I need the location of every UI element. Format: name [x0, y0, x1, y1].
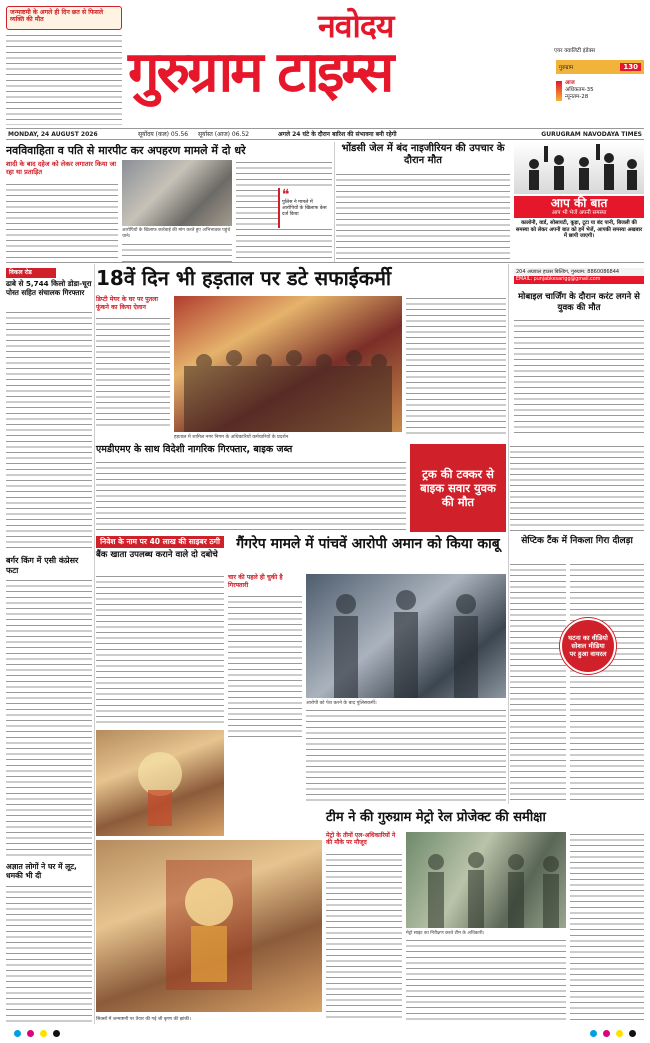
story8-caption: आरोपी को पेश करने के बाद पुलिसकर्मी।	[306, 701, 377, 706]
story1-photo	[122, 160, 232, 226]
sidebar-title: आप की बात	[550, 196, 608, 210]
crowd-photo	[174, 296, 402, 432]
brand-text: GURUGRAM NAVODAYA TIMES	[541, 130, 642, 138]
story9-caption: सिक्सों में जन्माष्टमी पर तैयार की गई श्री कृष्ण की झांकी।	[96, 1017, 191, 1022]
date-text: MONDAY, 24 AUGUST 2026	[8, 130, 98, 138]
story9-photo	[96, 730, 224, 836]
top-promo-text	[6, 33, 122, 125]
quote-icon: ❝	[282, 187, 290, 203]
story1-text	[6, 182, 118, 260]
column-rule-3	[334, 142, 335, 262]
lead-subhead: डिप्टी मेयर के घर पर पुतला फूंकने का किया ऐलान	[96, 296, 158, 311]
column-rule-1	[94, 264, 95, 1024]
story10-text-c	[570, 832, 644, 1022]
story7-box[interactable]	[410, 444, 506, 532]
crowd-illustration	[514, 142, 644, 194]
sidebar-email[interactable]: EMAIL: punjabkesarigg@gmail.com	[514, 276, 644, 284]
section-rule	[6, 262, 644, 263]
story2-text	[336, 172, 510, 260]
deity-photo	[96, 840, 322, 1012]
police-photo	[306, 574, 506, 698]
story9-headline[interactable]: बैंक खाता उपलब्ध कराने वाले दो दबोचे	[96, 550, 218, 560]
story10-photo	[406, 832, 566, 928]
lead-caption: हड़ताल में शामिल नगर निगम के अधिकारियों कर्मचारियों के प्रदर्शन	[174, 435, 289, 440]
story5-text	[6, 884, 92, 1022]
thermometer-icon	[556, 81, 562, 101]
story5-headline[interactable]: अज्ञात लोगों ने घर में लूट, धमकी भी दी	[6, 862, 77, 880]
top-promo-headline: जन्माष्टमी के अगले ही दिन छत से फिसले व्यक्ति की मौत	[10, 9, 104, 23]
story3-text	[6, 310, 92, 550]
print-marks-right	[590, 1030, 636, 1037]
sidebar-illustration	[514, 142, 644, 194]
story8-text-b	[306, 708, 506, 802]
story3-label: विकल रोड	[6, 268, 56, 278]
story7-text	[510, 444, 644, 532]
story8-text	[228, 594, 302, 738]
masthead-title: गुरुग्राम टाइम्स	[128, 39, 392, 105]
lead-text-b	[406, 296, 506, 434]
column-rule-2	[508, 264, 509, 804]
story1-quote	[278, 188, 332, 228]
sidebar-subtitle: आप भी भेजें अपनी समस्या	[551, 210, 607, 216]
story10-text-b	[406, 938, 566, 1022]
viral-badge	[560, 618, 616, 674]
story12-text-b	[570, 562, 644, 802]
aqi-value: 130	[620, 63, 641, 71]
story12-headline[interactable]: सेप्टिक टैंक में निकला गिरा दीलड़ा	[521, 536, 633, 546]
story6-headline[interactable]: एमडीएमए के साथ विदेशी नागरिक गिरफ्तार, बाइक जब्त	[96, 444, 293, 455]
metro-photo	[406, 832, 566, 928]
aqi-box	[556, 60, 644, 74]
top-promo[interactable]	[6, 6, 122, 30]
story9-tag: निवेश के नाम पर 40 लाख की साइबर ठगी	[96, 536, 224, 548]
story1-caption: आरोपियों के खिलाफ कार्रवाई की मांग करते हुए अभिभावक पहुंचे थाने।	[122, 228, 231, 239]
viral-badge-text: घटना का वीडियो सोशल मीडिया पर हुआ वायरल	[568, 634, 608, 658]
aqi-city: गुरुग्राम	[559, 65, 574, 71]
sunrise-text: सूर्योदय (कल) 05.56	[138, 131, 189, 138]
story4-headline[interactable]: बर्गर किंग में एसी कंप्रेसर फटा	[6, 556, 79, 575]
story11-text	[514, 318, 644, 436]
story1-text-b	[122, 242, 232, 262]
story2-headline-text: भोंडसी जेल में बंद नाइजीरियन की उपचार के दौरान मौत	[341, 143, 505, 166]
masthead-small-title: नवोदय	[318, 7, 394, 45]
weather-min: न्यूनतम-28	[565, 94, 589, 100]
story3-headline[interactable]: ढाबे से 5,744 किलो डोडा-चूरा पोस्त सहित संचालक गिरफ्तार	[6, 279, 92, 297]
masthead	[128, 4, 528, 124]
lead-text	[96, 316, 170, 430]
weather-box	[556, 80, 646, 110]
sidebar-promo-text: कालोनी, वार्ड, सोसायटी, कूड़ा, टूटा या बंद पानी, बिजली की समस्या को लेकर अपनी बात को हमें भेजें, आपकी समस्या अखबार में छापी जाएगी।	[515, 220, 643, 239]
story1-subhead: शादी के बाद दहेज को लेकर लगातार किया जा रहा था प्रताड़ित	[6, 160, 117, 176]
story12-text	[510, 562, 566, 802]
janmashtami-large-photo	[96, 840, 322, 1012]
story9-text	[96, 574, 224, 726]
weather-note: अगले 24 घंटे के दौरान बारिश की संभावना बनी रहेगी	[278, 131, 397, 138]
story8-headline[interactable]: गैंगरेप मामले में पांचवें आरोपी अमान को किया काबू	[236, 536, 500, 552]
aqi-label: एयर क्वालिटी इंडेक्स	[554, 48, 596, 54]
story6-text	[96, 460, 406, 532]
story4-text	[6, 578, 92, 856]
story10-headline[interactable]: टीम ने की गुरुग्राम मेट्रो रेल प्रोजेक्ट की समीक्षा	[326, 810, 546, 825]
story2-headline[interactable]	[336, 143, 510, 167]
weather-today: आज	[565, 80, 575, 86]
sidebar-banner	[514, 196, 644, 218]
weather-max: अधिकतम-35	[565, 87, 594, 93]
lead-photo	[174, 296, 402, 432]
janmashtami-photo	[96, 730, 224, 836]
story8-subhead: चार की पहले ही चुकी है गिरफ्तारी	[228, 574, 283, 589]
sunset-text: सूर्यास्त (आज) 06.52	[198, 131, 250, 138]
story8-photo	[306, 574, 506, 698]
story7-headline: ट्रक की टक्कर से बाइक सवार युवक की मौत	[420, 467, 496, 509]
sidebar-address: 204 अग्रवाल हाउस बिल्डिंग, गुरुग्राम: 8860086844	[514, 268, 644, 276]
date-bar	[6, 128, 644, 140]
story1-headline[interactable]: नवविवाहिता व पति से मारपीट कर अपहरण मामले में दो धरे	[6, 144, 246, 157]
story10-caption: मेट्रो साइट का निरीक्षण करते टीम के अधिकारी।	[406, 931, 485, 936]
story1-quote-text: पुलिस ने मामले में आरोपियों के खिलाफ केस दर्ज किया	[282, 200, 327, 217]
story10-subhead: मेट्रो के तीनों एल-अधिकारियों ने की मौके पर मौजूद	[326, 832, 396, 847]
story10-text	[326, 852, 402, 1022]
print-marks	[14, 1030, 60, 1037]
lead-headline[interactable]: 18वें दिन भी हड़ताल पर डटे सफाईकर्मी	[96, 266, 392, 290]
story11-headline[interactable]: मोबाइल चार्जिंग के दौरान करंट लगने से युवक की मौत	[518, 292, 640, 313]
